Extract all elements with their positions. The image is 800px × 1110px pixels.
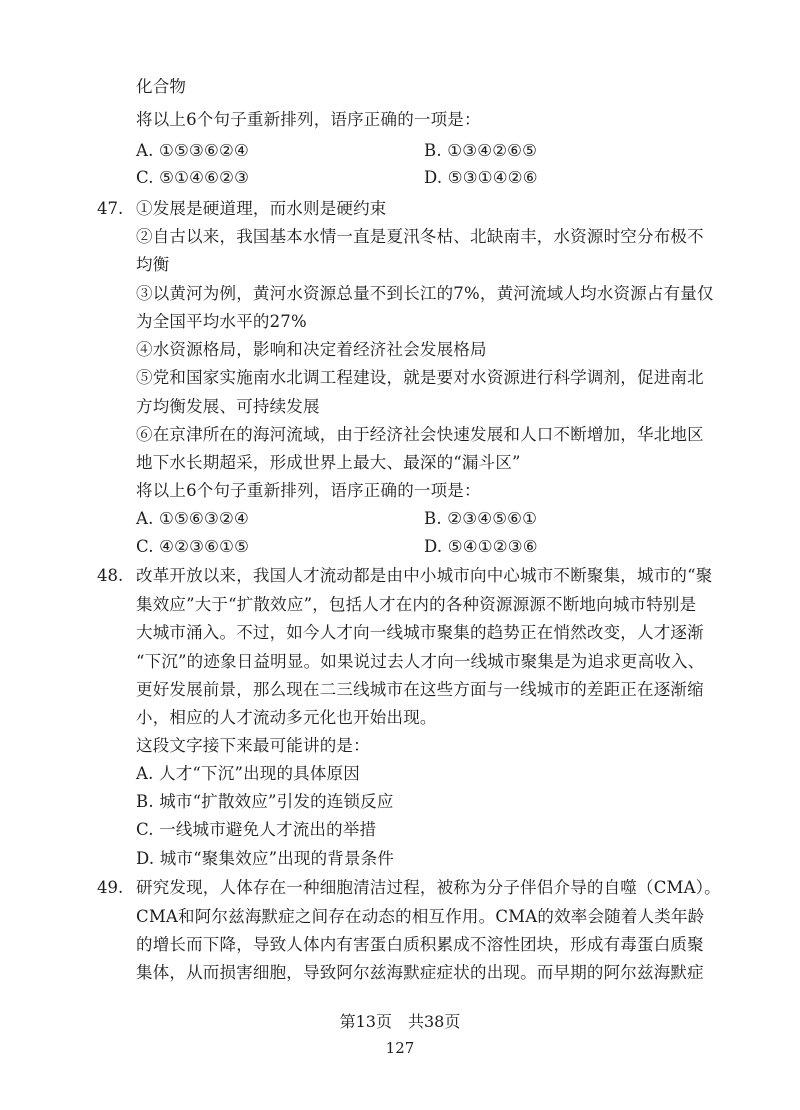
option-a: A. ①⑤③⑥②④ [136, 141, 249, 160]
passage-line: 的增长而下降，导致人体内有害蛋白质积累成不溶性团块，形成有毒蛋白质聚 [136, 935, 704, 954]
question-prompt: 这段文字接下来最可能讲的是： [136, 736, 370, 755]
option-a: A. 人才“下沉”出现的具体原因 [136, 764, 360, 783]
question-prompt: 将以上6个句子重新排列，语序正确的一项是： [136, 110, 481, 129]
sentence-2: ②自古以来，我国基本水情一直是夏汛冬枯、北缺南丰，水资源时空分布极不 [136, 227, 704, 246]
passage-line: CMA和阿尔兹海默症之间存在动态的相互作用。CMA的效率会随着人类年龄 [136, 907, 705, 926]
question-number-49: 49. [97, 878, 124, 897]
option-d: D. ⑤③①④②⑥ [424, 168, 538, 187]
question-number-48: 48. [97, 566, 124, 585]
option-b: B. ②③④⑤⑥① [424, 509, 538, 528]
option-c: C. 一线城市避免人才流出的举措 [136, 820, 377, 839]
sentence-2-cont: 均衡 [136, 255, 170, 274]
sentence-6: ⑥在京津所在的海河流域，由于经济社会快速发展和人口不断增加，华北地区 [136, 425, 704, 444]
option-c: C. ⑤①④⑥②③ [136, 168, 250, 187]
option-b: B. ①③④②⑥⑤ [424, 141, 538, 160]
sentence-6-cont: 地下水长期超采，形成世界上最大、最深的“漏斗区” [136, 453, 521, 472]
passage-line: 改革开放以来，我国人才流动都是由中小城市向中心城市不断聚集，城市的“聚 [136, 566, 713, 585]
fragment-text: 化合物 [136, 77, 187, 96]
passage-line: 集体，从而损害细胞，导致阿尔兹海默症症状的出现。而早期的阿尔兹海默症 [136, 963, 704, 982]
sentence-4: ④水资源格局，影响和决定着经济社会发展格局 [136, 340, 487, 359]
sentence-5: ⑤党和国家实施南水北调工程建设，就是要对水资源进行科学调剂，促进南北 [136, 368, 704, 387]
option-c: C. ④②③⑥①⑤ [136, 537, 250, 556]
question-prompt: 将以上6个句子重新排列，语序正确的一项是： [136, 481, 481, 500]
passage-line: 集效应”大于“扩散效应”，包括人才在内的各种资源源源不断地向城市特别是 [136, 595, 697, 614]
page-number: 127 [385, 1039, 415, 1057]
sentence-1: ①发展是硬道理，而水则是硬约束 [136, 199, 387, 218]
passage-line: 更好发展前景，那么现在二三线城市在这些方面与一线城市的差距正在逐渐缩 [136, 680, 704, 699]
question-number-47: 47. [97, 199, 124, 218]
passage-line: 研究发现，人体存在一种细胞清洁过程，被称为分子伴侣介导的自噬（CMA）。 [136, 878, 721, 897]
option-d: D. ⑤④①②③⑥ [424, 537, 538, 556]
sentence-3-cont: 为全国平均水平的27% [136, 312, 307, 331]
sentence-5-cont: 方均衡发展、可持续发展 [136, 397, 320, 416]
page-indicator: 第13页 共38页 [339, 1012, 461, 1031]
option-b: B. 城市“扩散效应”引发的连锁反应 [136, 792, 394, 811]
passage-line: 小，相应的人才流动多元化也开始出现。 [136, 708, 437, 727]
option-a: A. ①⑤⑥③②④ [136, 509, 249, 528]
option-d: D. 城市“聚集效应”出现的背景条件 [136, 849, 395, 868]
passage-line: “下沉”的迹象日益明显。如果说过去人才向一线城市聚集是为追求更高收入、 [136, 652, 705, 671]
sentence-3: ③以黄河为例，黄河水资源总量不到长江的7%，黄河流域人均水资源占有量仅 [136, 284, 714, 303]
passage-line: 大城市涌入。不过，如今人才向一线城市聚集的趋势正在悄然改变，人才逐渐 [136, 623, 704, 642]
